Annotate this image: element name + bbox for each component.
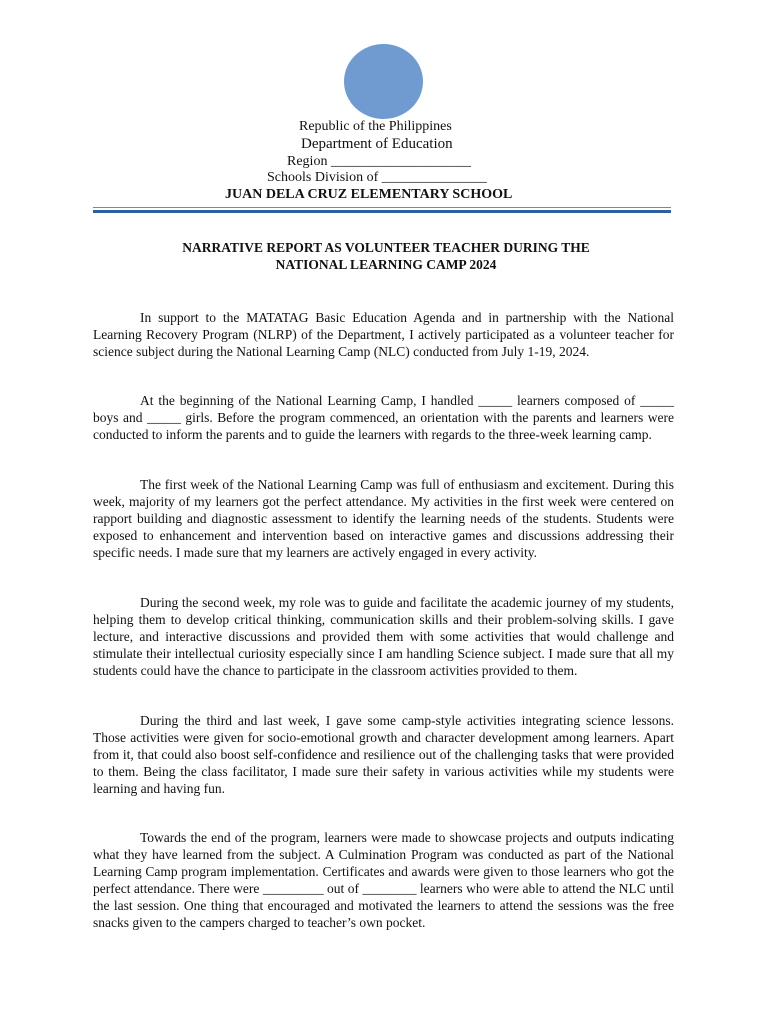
report-title xyxy=(93,239,679,273)
header-republic: Republic of the Philippines xyxy=(299,119,452,134)
paragraph-third-week: During the third and last week, I gave some camp-style activities integrating science lessons. Those activities were given for socio-emotional growth and character development among learners. Apart from it, that could also boost self-confidence and resilience out of the challenging tasks that were provided to them. Being the class facilitator, I made sure their safety in various activities while my students were learning and having fun. xyxy=(93,713,674,796)
header-divider-thick xyxy=(93,210,671,213)
paragraph-learners: At the beginning of the National Learning Camp, I handled _____ learners composed of _____ boys and _____ girls. Before the program commenced, an orientation with the parents and learners were conducted to inform the parents and to guide the learners with regards to the three-week learning camp. xyxy=(93,393,674,442)
school-seal-placeholder xyxy=(344,44,423,119)
header-school-name: JUAN DELA CRUZ ELEMENTARY SCHOOL xyxy=(225,187,513,202)
report-title-line-2: NATIONAL LEARNING CAMP 2024 xyxy=(275,257,497,272)
header-schools-division: Schools Division of _______________ xyxy=(267,170,487,185)
paragraph-second-week: During the second week, my role was to guide and facilitate the academic journey of my students, helping them to develop critical thinking, communication skills and their problem-solving skills. I gave lecture, and interactive discussions and provided them with some activities that would challenge and stimulate their intellectual curiosity especially since I am handling Science subject. I made sure that all my students could have the chance to participate in the classroom activities provided to them. xyxy=(93,595,674,678)
header-divider-thin xyxy=(93,207,671,208)
header-department: Department of Education xyxy=(301,136,453,152)
paragraph-culmination: Towards the end of the program, learners were made to showcase projects and outputs indicating what they have learned from the subject. A Culmination Program was conducted as part of the National Learning Camp program implementation. Certificates and awards were given to those learners who got the perfect attendance. There were _________ out of ________ learners who were able to attend the NLC until the last session. One thing that encouraged and motivated the learners to attend the sessions was the free snacks given to the campers charged to teacher’s own pocket. xyxy=(93,830,674,930)
paragraph-introduction: In support to the MATATAG Basic Education Agenda and in partnership with the National Learning Recovery Program (NLRP) of the Department, I actively participated as a volunteer teacher for science subject during the National Learning Camp (NLC) conducted from July 1-19, 2024. xyxy=(93,310,674,359)
report-title-line-1: NARRATIVE REPORT AS VOLUNTEER TEACHER DURING THE xyxy=(182,240,590,255)
paragraph-first-week: The first week of the National Learning Camp was full of enthusiasm and excitement. During this week, majority of my learners got the perfect attendance. My activities in the first week were centered on rapport building and diagnostic assessment to identify the learning needs of the students. Students were exposed to enhancement and intervention based on interactive games and discussions addressing their specific needs. I made sure that my learners are actively engaged in every activity. xyxy=(93,477,674,560)
header-region: Region ____________________ xyxy=(287,154,471,169)
